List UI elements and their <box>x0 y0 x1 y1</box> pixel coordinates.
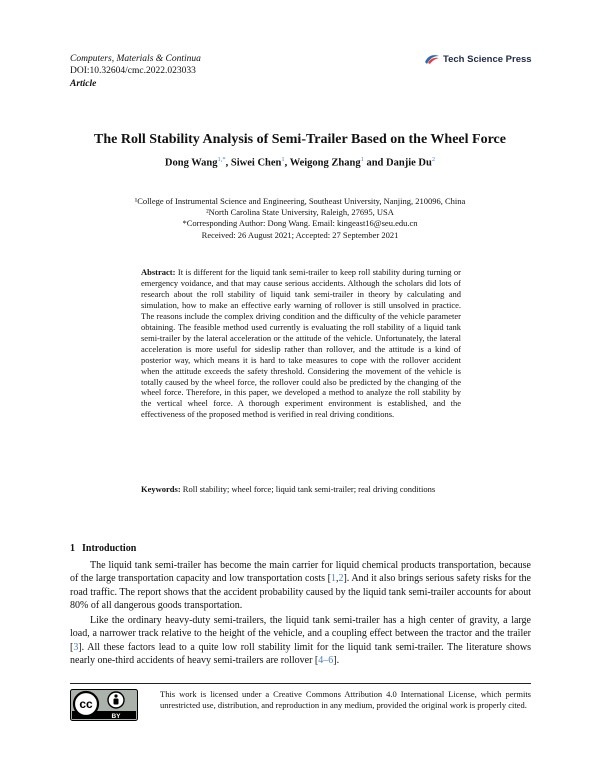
section-heading <box>70 543 136 554</box>
intro-paragraph-2 <box>70 614 531 667</box>
citation-link[interactable]: 1 <box>330 573 336 585</box>
keywords <box>141 484 461 495</box>
cc-badge-text: cc <box>79 697 93 711</box>
publisher-swoosh-icon <box>424 53 440 65</box>
author-affil-marker[interactable]: 1 <box>281 156 285 163</box>
author-separator: , <box>225 157 231 169</box>
author-affil-marker[interactable]: 1,* <box>217 156 226 163</box>
author-name[interactable]: Danjie Du <box>386 157 432 169</box>
corresponding-author: *Corresponding Author: Dong Wang. Email: kingeast16@seu.edu.cn <box>182 218 418 228</box>
keywords-text: Roll stability; wheel force; liquid tank semi-trailer; real driving conditions <box>182 484 436 494</box>
author-affil-marker[interactable]: 1 <box>360 156 364 163</box>
author-name[interactable]: Dong Wang <box>164 157 218 169</box>
author-separator: , <box>284 157 290 169</box>
abstract-text: It is different for the liquid tank semi-trailer to keep roll stability during turning or emergency voidance, and that may cause serious accidents. Although the scholars did lots of research about the roll stability of liquid tank semi-trailer in theory by calculating and simulation, how to make an effective early warning of rollover is still unsolved in practice. The reasons include the complex driving condition and the difficulty of the vehicle parameter obtaining. The feasible method used currently is evaluating the roll stability of a liquid tank semi-trailer by the lateral acceleration or the attitude of the vehicle. Unfortunately, the lateral acceleration is more useful for sideslip rather than rollover, and the attitude is a kind of posterior way, which means it is hard to take measures to cope with the rollover accident when the attitude exceeds the safety threshold. Considering the movement of the vehicle is totally caused by the wheel force, the rollover could also be predicted by the changing of the wheel force. Therefore, in this paper, we developed a method to analyze the roll stability by the vertical wheel force. A thorough experiment environment is established, and the effectiveness of the proposed method is verified in real driving conditions. <box>141 267 462 420</box>
publisher-name: Tech Science Press <box>443 53 532 65</box>
affiliation-1: ¹College of Instrumental Science and Engineering, Southeast University, Nanjing, 210096, China <box>134 196 466 206</box>
paragraph-text: ]. <box>333 654 340 666</box>
paper-title: The Roll Stability Analysis of Semi-Trailer Based on the Wheel Force <box>94 132 506 147</box>
author-name[interactable]: Siwei Chen <box>230 157 282 169</box>
author-name[interactable]: Weigong Zhang <box>289 157 361 169</box>
journal-name: Computers, Materials & Continua <box>70 54 201 64</box>
received-accepted-dates: Received: 26 August 2021; Accepted: 27 September 2021 <box>201 230 399 240</box>
keywords-label: Keywords: <box>141 484 181 494</box>
citation-link[interactable]: 2 <box>338 573 344 585</box>
abstract-label: Abstract: <box>141 267 176 277</box>
article-type: Article <box>70 79 97 89</box>
license-divider <box>70 683 531 684</box>
author-list <box>0 156 600 169</box>
paragraph-text: ]. All these factors lead to a quite low roll stability limit for the liquid tank semi-trailer. The literature shows nearly one-third accidents of heavy semi-trailers are rollover [ <box>70 641 531 666</box>
citation-link[interactable]: 3 <box>73 641 79 653</box>
publisher-logo-block <box>424 53 532 65</box>
cc-by-license-icon[interactable] <box>70 689 138 721</box>
abstract <box>141 267 461 420</box>
paragraph-text: , <box>335 573 339 585</box>
paragraph-text: ]. And it also brings serious safety risks for the road traffic. The report shows that the accident probability caused by the liquid tank semi-trailer accounts for about 80% of all dangerous goods transportation. <box>70 573 532 611</box>
paragraph-text: Like the ordinary heavy-duty semi-trailers, the liquid tank semi-trailer has a high center of gravity, a large load, a narrower track relative to the height of the vehicle, and a coupling effect between the tractor and the trailer [ <box>70 615 531 653</box>
section-title: Introduction <box>82 543 137 554</box>
affiliation-2: ²North Carolina State University, Raleigh, 27695, USA <box>206 207 394 217</box>
citation-link[interactable]: 4–6 <box>318 654 334 666</box>
by-badge-text: BY <box>111 713 121 720</box>
author-separator: and <box>363 157 387 169</box>
author-affil-marker[interactable]: 2 <box>431 156 436 163</box>
license-text: This work is licensed under a Creative Commons Attribution 4.0 International License, which permits unrestricted use, distribution, and reproduction in any medium, provided the original work is properly cited. <box>160 689 531 710</box>
section-number: 1 <box>70 543 75 554</box>
doi: DOI:10.32604/cmc.2022.023033 <box>70 66 196 76</box>
paragraph-text: The liquid tank semi-trailer has become the main carrier for liquid chemical products transportation, because of the large transportation capacity and low transportation costs [ <box>70 560 531 585</box>
intro-paragraph-1 <box>70 559 531 612</box>
